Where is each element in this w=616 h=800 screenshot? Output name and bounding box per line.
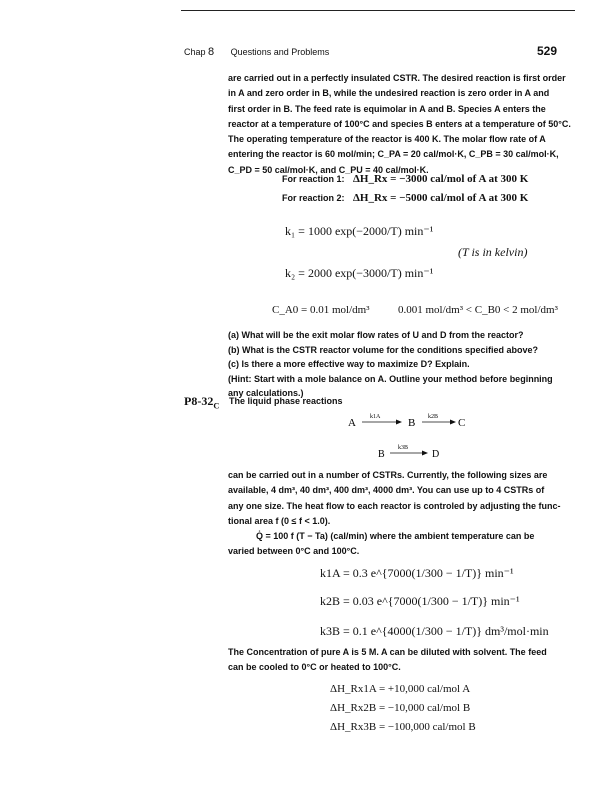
problem-line: can be carried out in a number of CSTRs. Currently, the following sizes are [228,470,548,480]
feed-concentration-b-range: 0.001 mol/dm³ < C_B0 < 2 mol/dm³ [398,304,558,316]
reaction-2-value: ΔH_Rx = −5000 cal/mol of A at 300 K [353,192,529,204]
intro-line: reactor at a temperature of 100°C and species B enters at a temperature of 50°C. [228,118,571,129]
reaction-1-value: ΔH_Rx = −3000 cal/mol of A at 300 K [353,173,529,185]
reaction-scheme [340,410,470,464]
arrowhead-2 [450,420,456,425]
problem-line: tional area f (0 ≤ f < 1.0). [228,515,331,526]
running-header [184,46,329,58]
closing-paragraph [228,645,588,676]
section-title: Questions and Problems [230,47,330,57]
chapter-number: 8 [208,46,215,58]
question-list [228,328,553,401]
species-b: B [408,417,416,429]
problem-line: any one size. The heat flow to each reactor is controled by adjusting the func- [228,500,561,511]
feed-concentration-a: C_A0 = 0.01 mol/dm³ [272,304,370,316]
intro-line: in A and zero order in B, while the undesired reaction is zero order in A and [228,88,550,99]
species-c: C [458,417,466,429]
kinetics-k3b-lhs: k3B [320,624,341,638]
problem-number [184,394,219,410]
problem-number-text: P8-32 [184,394,214,408]
problem-line: available, 4 dm³, 40 dm³, 400 dm³, 4000 dm³. You can use up to 4 CSTRs of [228,485,545,496]
kinetics-k2b [320,594,520,609]
kinetics-k1a-rhs: = 0.3 e^{7000(1/300 − 1/T)} min⁻¹ [343,566,514,580]
chapter-label: Chap [184,47,206,57]
rate-constant-k1: k₁ = 1000 exp(−2000/T) min⁻¹ [285,224,434,238]
kinetics-k3b [320,624,549,639]
kinetics-k2b-lhs: k2B [320,594,341,608]
kinetics-k3b-rhs: = 0.1 e^{4000(1/300 − 1/T)} dm³/mol·min [343,624,549,638]
intro-line: The operating temperature of the reactor is 400 K. The molar flow rate of A [228,134,546,145]
reaction-2-label: For reaction 2: [282,193,345,203]
temperature-note: (T is in kelvin) [458,245,528,259]
problem-line: Q̇ = 100 f (T − Ta) (cal/min) where the ambient temperature can be [256,531,535,542]
problem-paragraph [228,468,588,560]
intro-line: entering the reactor is 60 mol/min; C_PA = 20 cal/mol·K, C_PB = 30 cal/mol·K, [228,149,559,160]
species-a: A [348,417,356,429]
intro-line: first order in B. The feed rate is equimolar in A and B. Species A enters the [228,103,546,114]
arrowhead-3 [422,451,428,456]
intro-line: are carried out in a perfectly insulated CSTR. The desired reaction is first order [228,73,566,83]
problem-line: varied between 0°C and 100°C. [228,546,360,557]
question-b: (b) What is the CSTR reactor volume for the conditions specified above? [228,344,539,355]
arrowhead-1 [396,420,402,425]
page-number: 529 [537,44,558,58]
enthalpy-rx1a: ΔH_Rx1A = +10,000 cal/mol A [330,683,471,695]
enthalpy-rx2b: ΔH_Rx2B = −10,000 cal/mol B [330,702,471,714]
problem-intro: The liquid phase reactions [229,396,343,406]
closing-line: The Concentration of pure A is 5 M. A can be diluted with solvent. The feed [228,647,547,657]
intro-paragraph [228,71,588,178]
question-c: (c) Is there a more effective way to maximize D? Explain. [228,359,470,369]
problem-difficulty: C [213,401,220,411]
reaction-2-heat [282,192,528,204]
species-b-second: B [378,449,385,460]
closing-line: can be cooled to 0°C or heated to 100°C. [228,662,401,673]
species-d: D [432,449,440,460]
rate-label-k2b: k2B [428,414,439,420]
kinetics-k2b-rhs: = 0.03 e^{7000(1/300 − 1/T)} min⁻¹ [343,594,520,608]
kinetics-k1a-lhs: k1A [320,566,341,580]
question-a: (a) What will be the exit molar flow rates of U and D from the reactor? [228,330,524,340]
top-rule [181,10,575,11]
intro-line: C_PD = 50 cal/mol·K, and C_PU = 40 cal/mol·K. [228,164,429,175]
reaction-1-heat [282,173,528,185]
hint-line: any calculations.) [228,388,304,398]
rate-label-k1a: k1A [370,414,381,420]
rate-constant-k2: k₂ = 2000 exp(−3000/T) min⁻¹ [285,266,434,280]
enthalpy-rx3b: ΔH_Rx3B = −100,000 cal/mol B [330,721,476,733]
hint-line: (Hint: Start with a mole balance on A. Outline your method before beginning [228,373,553,384]
reaction-1-label: For reaction 1: [282,174,345,184]
rate-label-k3b: k3B [398,445,409,451]
kinetics-k1a [320,566,514,581]
